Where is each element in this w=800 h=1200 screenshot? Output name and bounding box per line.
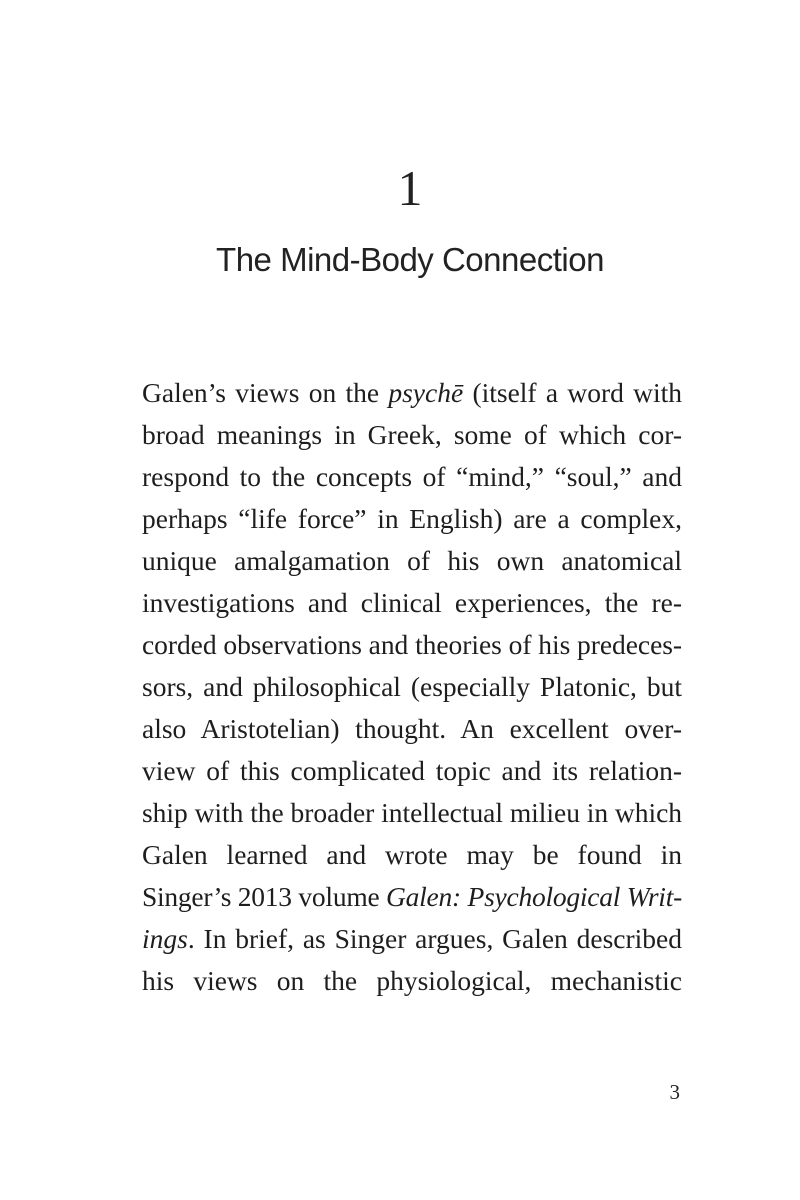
body-paragraph [142,372,682,1002]
paragraph-line: perhaps “life force” in English) are a complex, [142,503,682,534]
paragraph-line: his views on the physiological, mechanistic [142,965,682,996]
paragraph-line: corded observations and theories of his predeces- [142,629,683,660]
chapter-title: The Mind-Body Connection [216,241,604,278]
paragraph-line: investigations and clinical experiences, the re- [142,587,682,618]
paragraph-line: ings. In brief, as Singer argues, Galen described [142,923,682,954]
paragraph-line: sors, and philosophical (especially Platonic, but [142,671,682,702]
chapter-number: 1 [397,160,423,216]
paragraph-line: respond to the concepts of “mind,” “soul,” and [142,461,682,492]
paragraph-line: ship with the broader intellectual milieu in which [142,797,682,828]
paragraph-line: broad meanings in Greek, some of which cor- [142,419,682,450]
paragraph-line: also Aristotelian) thought. An excellent over- [142,713,682,744]
paragraph-line: Singer’s 2013 volume Galen: Psychological Writ- [142,881,682,912]
paragraph-line: unique amalgamation of his own anatomical [142,545,682,576]
paragraph-line: view of this complicated topic and its relation- [142,755,682,786]
page-number: 3 [669,1080,680,1104]
paragraph-line: Galen’s views on the psychē (itself a word with [142,377,683,408]
paragraph-line: Galen learned and wrote may be found in [142,839,682,870]
